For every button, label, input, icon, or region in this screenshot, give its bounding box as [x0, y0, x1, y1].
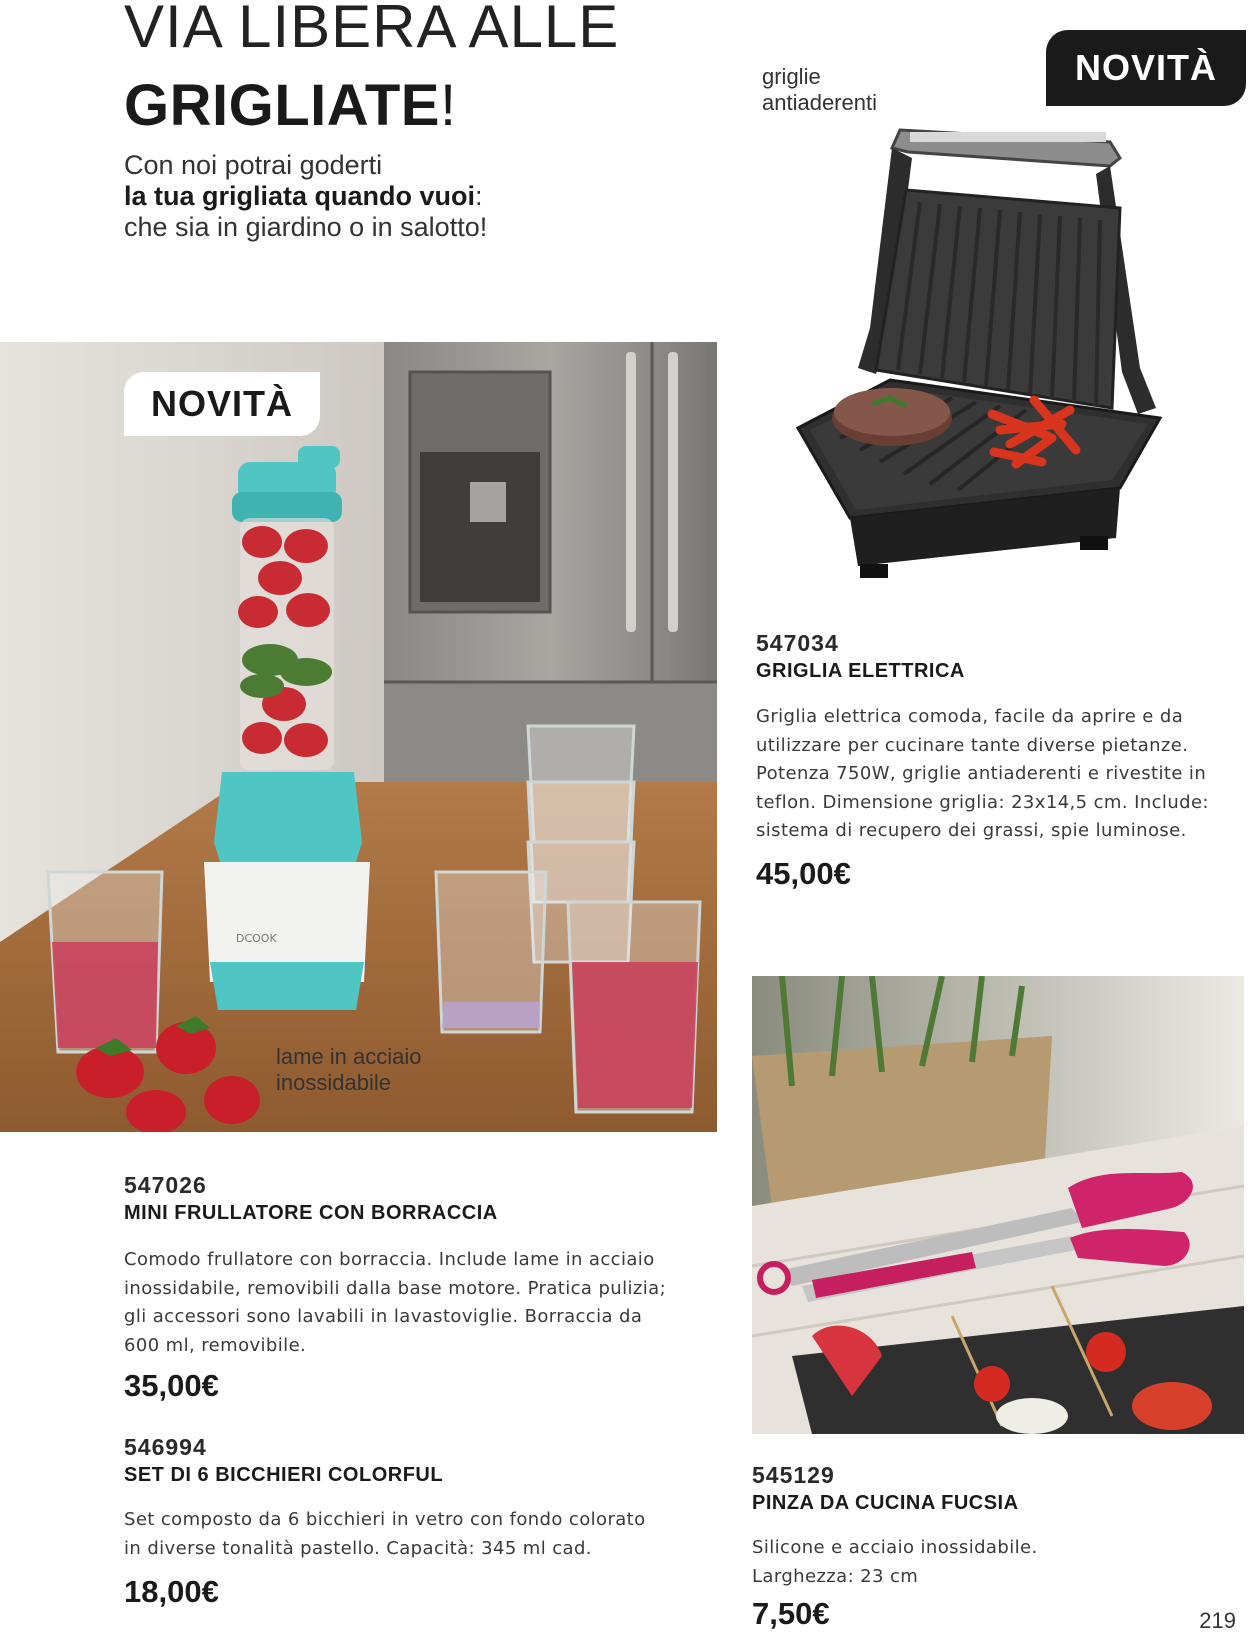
intro-line-2-bold: la tua grigliata quando vuoi	[124, 181, 476, 211]
product-price-glasses: 18,00€	[124, 1574, 219, 1609]
headline-grigliate: GRIGLIATE	[124, 73, 440, 138]
intro-text	[124, 150, 487, 243]
product-desc-glasses	[124, 1506, 724, 1563]
headline-line-2	[124, 72, 457, 139]
product-desc-blender	[124, 1246, 724, 1360]
product-code-blender: 547026	[124, 1172, 207, 1198]
product-price-grill: 45,00€	[756, 856, 851, 891]
product-name-tongs: PINZA DA CUCINA FUCSIA	[752, 1492, 1019, 1514]
product-name-glasses: SET DI 6 BICCHIERI COLORFUL	[124, 1464, 444, 1486]
blender-photo	[0, 342, 717, 1132]
novita-badge-photo: NOVITÀ	[124, 372, 320, 436]
grill-caption	[762, 64, 877, 116]
desc-line: sistema di recupero dei grassi, spie luminose.	[756, 820, 1187, 841]
intro-line-3: che sia in giardino o in salotto!	[124, 212, 488, 242]
desc-line: in diverse tonalità pastello. Capacità: 345 ml cad.	[124, 1537, 592, 1559]
desc-line: Silicone e acciaio inossidabile.	[752, 1537, 1038, 1558]
desc-line: inossidabile, removibili dalla base motore. Pratica pulizia;	[124, 1277, 667, 1299]
product-name-blender: MINI FRULLATORE CON BORRACCIA	[124, 1202, 498, 1224]
electric-grill-image	[780, 118, 1200, 598]
desc-line: Potenza 750W, griglie antiaderenti e rivestite in	[756, 763, 1207, 784]
headline-line-1: VIA LIBERA ALLE	[124, 0, 620, 60]
desc-line: Set composto da 6 bicchieri in vetro con fondo colorato	[124, 1509, 646, 1530]
desc-line: gli accessori sono lavabili in lavastoviglie. Borraccia da	[124, 1306, 643, 1327]
blender-scene-illustration	[0, 342, 717, 1132]
product-desc-tongs	[752, 1534, 1192, 1591]
blade-caption	[276, 1044, 422, 1096]
novita-badge-top: NOVITÀ	[1046, 30, 1246, 106]
desc-line: teflon. Dimensione griglia: 23x14,5 cm. Include:	[756, 791, 1209, 813]
intro-line-1: Con noi potrai goderti	[124, 150, 383, 180]
desc-line: 600 ml, removibile.	[124, 1334, 307, 1356]
intro-line-2-tail: :	[475, 181, 483, 211]
desc-line: Comodo frullatore con borraccia. Include lame in acciaio	[124, 1249, 655, 1270]
product-price-tongs: 7,50€	[752, 1596, 830, 1631]
blender-brand-text: DCOOK	[236, 932, 277, 945]
grill-caption-line-1: griglie	[762, 64, 821, 89]
product-code-glasses: 546994	[124, 1434, 207, 1460]
tongs-scene-illustration	[752, 976, 1244, 1434]
headline-exclamation: !	[439, 73, 457, 138]
blade-caption-line-1: lame in acciaio	[276, 1044, 422, 1069]
blade-caption-line-2: inossidabile	[276, 1070, 391, 1095]
product-code-tongs: 545129	[752, 1462, 835, 1488]
product-code-grill: 547034	[756, 630, 839, 656]
product-name-grill: GRIGLIA ELETTRICA	[756, 660, 965, 682]
desc-line: Larghezza: 23 cm	[752, 1565, 919, 1587]
product-desc-grill	[756, 703, 1236, 846]
intro-line-2	[124, 181, 487, 212]
grill-caption-line-2: antiaderenti	[762, 90, 877, 115]
desc-line: Griglia elettrica comoda, facile da aprire e da	[756, 706, 1184, 727]
electric-grill-illustration	[780, 118, 1200, 598]
desc-line: utilizzare per cucinare tante diverse pietanze.	[756, 734, 1189, 756]
product-price-blender: 35,00€	[124, 1368, 219, 1403]
page-number: 219	[1199, 1608, 1236, 1633]
tongs-photo	[752, 976, 1244, 1434]
